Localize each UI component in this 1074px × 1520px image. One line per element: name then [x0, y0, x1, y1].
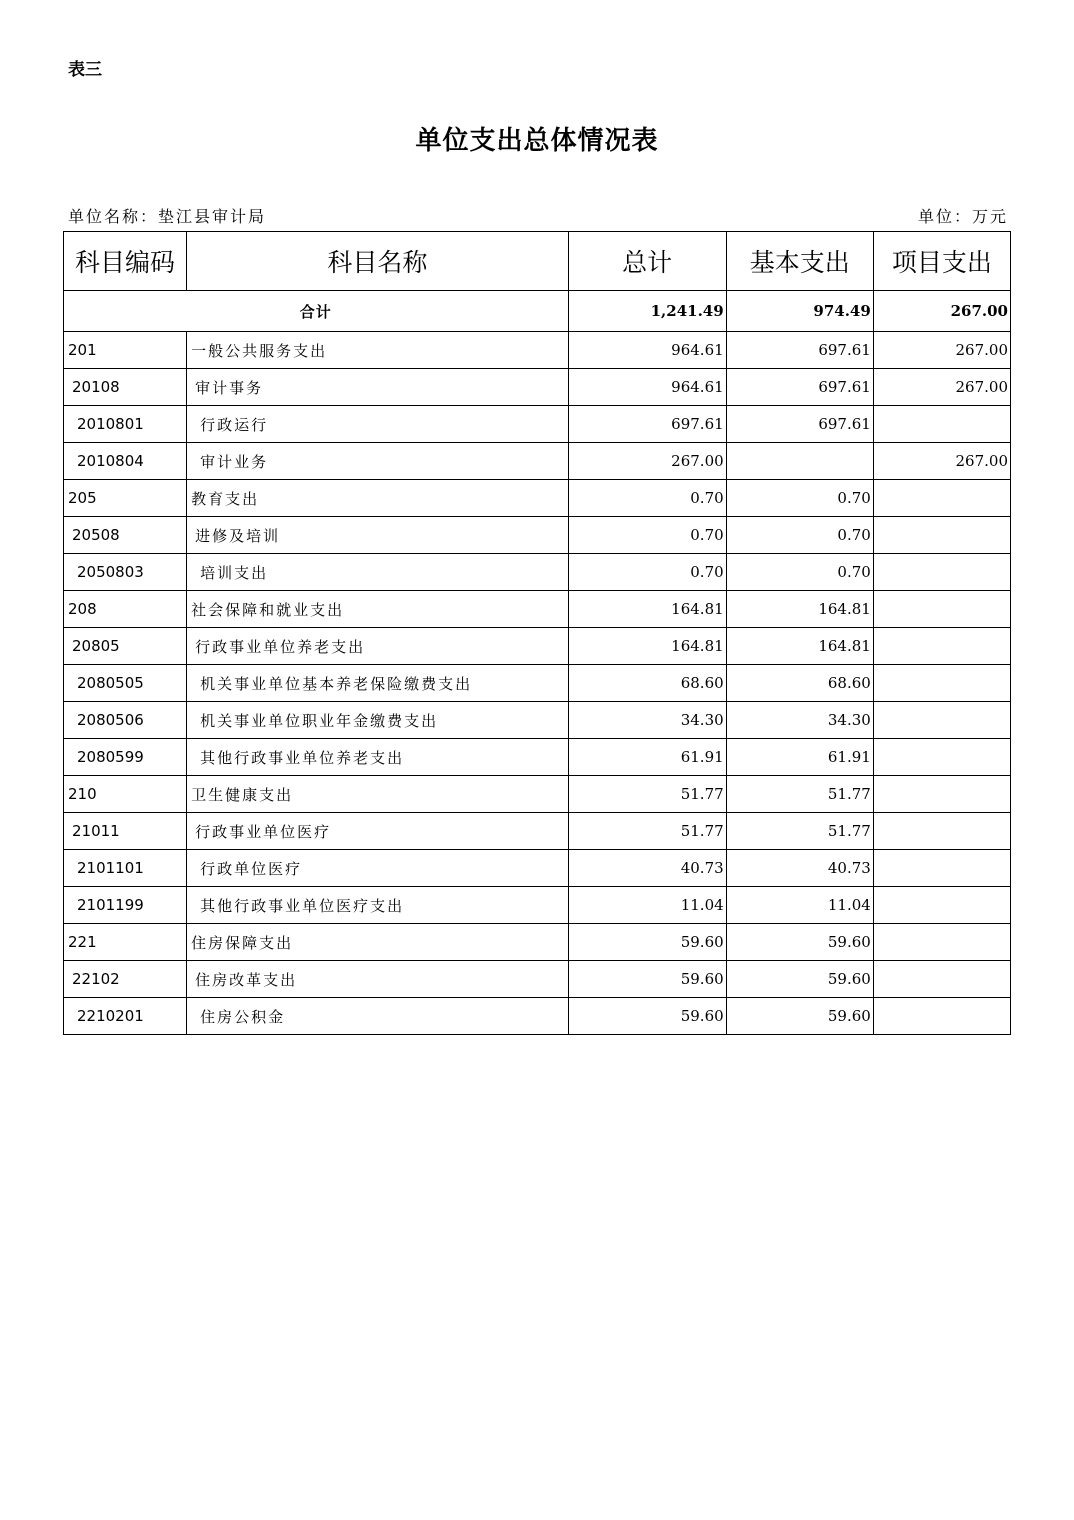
- row-name: 行政运行: [187, 406, 568, 443]
- table-row: [64, 480, 1011, 517]
- table-row: [64, 517, 1011, 554]
- row-total: 0.70: [568, 517, 726, 554]
- table-header-row: [64, 232, 1011, 291]
- row-code: 2050803: [64, 554, 187, 591]
- header-basic: 基本支出: [726, 232, 873, 291]
- row-name: 其他行政事业单位养老支出: [187, 739, 568, 776]
- row-basic: 164.81: [726, 591, 873, 628]
- row-basic: 59.60: [726, 924, 873, 961]
- row-code: 2101101: [64, 850, 187, 887]
- row-basic: 697.61: [726, 369, 873, 406]
- row-name: 审计业务: [187, 443, 568, 480]
- row-total: 164.81: [568, 628, 726, 665]
- table-body: [64, 291, 1011, 1035]
- table-row: [64, 591, 1011, 628]
- row-total: 0.70: [568, 554, 726, 591]
- row-code: 2080505: [64, 665, 187, 702]
- table-row: [64, 998, 1011, 1035]
- row-name: 住房公积金: [187, 998, 568, 1035]
- row-basic: 51.77: [726, 776, 873, 813]
- row-total: 11.04: [568, 887, 726, 924]
- row-project: [873, 887, 1010, 924]
- page-title: 单位支出总体情况表: [415, 126, 659, 156]
- row-project: [873, 406, 1010, 443]
- row-basic: 61.91: [726, 739, 873, 776]
- row-basic: 697.61: [726, 332, 873, 369]
- row-total: 51.77: [568, 813, 726, 850]
- row-project: 267.00: [873, 369, 1010, 406]
- row-name: 培训支出: [187, 554, 568, 591]
- row-basic: 59.60: [726, 998, 873, 1035]
- row-basic: 68.60: [726, 665, 873, 702]
- table-row: [64, 924, 1011, 961]
- row-code: 2010804: [64, 443, 187, 480]
- table-row: [64, 369, 1011, 406]
- row-basic: 51.77: [726, 813, 873, 850]
- table-row: [64, 776, 1011, 813]
- row-basic: 0.70: [726, 480, 873, 517]
- row-basic: 34.30: [726, 702, 873, 739]
- row-total: 68.60: [568, 665, 726, 702]
- row-name: 卫生健康支出: [187, 776, 568, 813]
- row-project: [873, 850, 1010, 887]
- table-row: [64, 850, 1011, 887]
- row-project: [873, 517, 1010, 554]
- table-row: [64, 665, 1011, 702]
- row-project: [873, 776, 1010, 813]
- row-project: 267.00: [873, 332, 1010, 369]
- table-row: [64, 961, 1011, 998]
- row-total: 51.77: [568, 776, 726, 813]
- row-total: 59.60: [568, 961, 726, 998]
- row-total: 40.73: [568, 850, 726, 887]
- total-project: 267.00: [873, 291, 1010, 332]
- row-code: 221: [64, 924, 187, 961]
- table-row: [64, 702, 1011, 739]
- row-basic: [726, 443, 873, 480]
- row-project: 267.00: [873, 443, 1010, 480]
- row-code: 210: [64, 776, 187, 813]
- header-name: 科目名称: [187, 232, 568, 291]
- row-code: 2101199: [64, 887, 187, 924]
- row-name: 行政事业单位养老支出: [187, 628, 568, 665]
- row-project: [873, 924, 1010, 961]
- row-total: 0.70: [568, 480, 726, 517]
- row-basic: 40.73: [726, 850, 873, 887]
- row-code: 208: [64, 591, 187, 628]
- header-project: 项目支出: [873, 232, 1010, 291]
- row-project: [873, 961, 1010, 998]
- row-total: 59.60: [568, 998, 726, 1035]
- row-total: 267.00: [568, 443, 726, 480]
- row-project: [873, 998, 1010, 1035]
- table-row: [64, 813, 1011, 850]
- row-name: 行政单位医疗: [187, 850, 568, 887]
- row-basic: 0.70: [726, 554, 873, 591]
- row-code: 2080599: [64, 739, 187, 776]
- row-total: 697.61: [568, 406, 726, 443]
- total-sum: 1,241.49: [568, 291, 726, 332]
- row-project: [873, 813, 1010, 850]
- row-total: 164.81: [568, 591, 726, 628]
- row-project: [873, 628, 1010, 665]
- row-project: [873, 480, 1010, 517]
- table-row: [64, 443, 1011, 480]
- row-project: [873, 739, 1010, 776]
- row-name: 进修及培训: [187, 517, 568, 554]
- row-name: 机关事业单位基本养老保险缴费支出: [187, 665, 568, 702]
- unit-measure: 单位：万元: [917, 207, 1008, 226]
- row-name: 社会保障和就业支出: [187, 591, 568, 628]
- row-project: [873, 554, 1010, 591]
- row-total: 964.61: [568, 332, 726, 369]
- row-total: 34.30: [568, 702, 726, 739]
- row-total: 61.91: [568, 739, 726, 776]
- row-name: 机关事业单位职业年金缴费支出: [187, 702, 568, 739]
- row-name: 一般公共服务支出: [187, 332, 568, 369]
- table-row: [64, 739, 1011, 776]
- row-code: 2010801: [64, 406, 187, 443]
- table-number-label: 表三: [68, 60, 102, 80]
- header-code: 科目编码: [64, 232, 187, 291]
- row-project: [873, 591, 1010, 628]
- row-total: 59.60: [568, 924, 726, 961]
- row-name: 其他行政事业单位医疗支出: [187, 887, 568, 924]
- unit-name: 单位名称：垫江县审计局: [68, 207, 267, 226]
- row-code: 201: [64, 332, 187, 369]
- row-name: 住房保障支出: [187, 924, 568, 961]
- row-basic: 59.60: [726, 961, 873, 998]
- row-basic: 0.70: [726, 517, 873, 554]
- row-name: 教育支出: [187, 480, 568, 517]
- row-code: 2210201: [64, 998, 187, 1035]
- row-name: 审计事务: [187, 369, 568, 406]
- row-code: 20108: [64, 369, 187, 406]
- row-code: 205: [64, 480, 187, 517]
- header-total: 总计: [568, 232, 726, 291]
- row-code: 20508: [64, 517, 187, 554]
- table-row: [64, 887, 1011, 924]
- row-total: 964.61: [568, 369, 726, 406]
- total-basic: 974.49: [726, 291, 873, 332]
- total-label: 合计: [64, 291, 569, 332]
- row-project: [873, 665, 1010, 702]
- row-project: [873, 702, 1010, 739]
- row-basic: 11.04: [726, 887, 873, 924]
- row-code: 2080506: [64, 702, 187, 739]
- row-name: 住房改革支出: [187, 961, 568, 998]
- row-code: 21011: [64, 813, 187, 850]
- expenditure-table: [63, 231, 1011, 1035]
- row-code: 22102: [64, 961, 187, 998]
- table-row: [64, 332, 1011, 369]
- row-basic: 164.81: [726, 628, 873, 665]
- row-name: 行政事业单位医疗: [187, 813, 568, 850]
- table-row: [64, 628, 1011, 665]
- total-row: [64, 291, 1011, 332]
- table-row: [64, 554, 1011, 591]
- row-basic: 697.61: [726, 406, 873, 443]
- row-code: 20805: [64, 628, 187, 665]
- table-row: [64, 406, 1011, 443]
